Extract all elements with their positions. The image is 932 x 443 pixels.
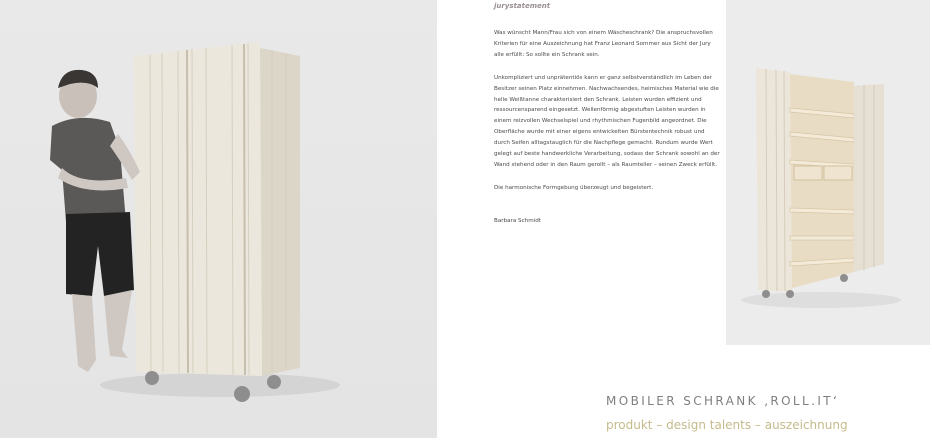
jury-statement <box>494 28 720 239</box>
statement-author: Barbara Schmidt <box>494 217 541 224</box>
photo-open-cabinet <box>726 0 930 345</box>
product-title: MOBILER SCHRANK ‚ROLL.IT‘ <box>606 394 840 408</box>
product-subtitle: produkt – design talents – auszeichnung <box>606 418 848 432</box>
closed-cabinet-illustration <box>0 0 437 438</box>
statement-paragraph: Unkompliziert und unprätentiös kann er ganz selbstverständlich im Leben der Besitzer seinen Platz einnehmen. Nachwachsendes, heimisches Material wie die helle Weißtanne charakterisiert den Schrank. Leisten wurden effizient und ressourcensparend eingesetzt. Wellenförmig abgestuften Leisten wurden in einem reizvollen Wechselspiel und rhythmischen Fugenbild angeordnet. Die Oberfläche wurde mit einer eigens entwickelten Bürstentechnik robust und durch Seifen alltagstauglich für die Nachpflege gemacht. Rundum wurde Wert gelegt auf beste handwerkliche Verarbeitung, sodass der Schrank sowohl an der Wand stehend oder in den Raum gerollt – als Raumteiler – seinen Zweck erfüllt. <box>494 74 720 168</box>
statement-paragraph: Was wünscht Mann/Frau sich von einem Wäscheschrank? Die anspruchsvollen Kriterien für eine Auszeichnung hat Franz Leonard Sommer aus Sicht der Jury alle erfüllt: So sollte ein Schrank sein. <box>494 30 713 58</box>
open-cabinet-illustration <box>726 0 930 345</box>
photo-man-with-closed-cabinet <box>0 0 437 438</box>
section-label: jurystatement <box>494 2 551 10</box>
statement-paragraph: Die harmonische Formgebung überzeugt und begeistert. <box>494 184 654 191</box>
